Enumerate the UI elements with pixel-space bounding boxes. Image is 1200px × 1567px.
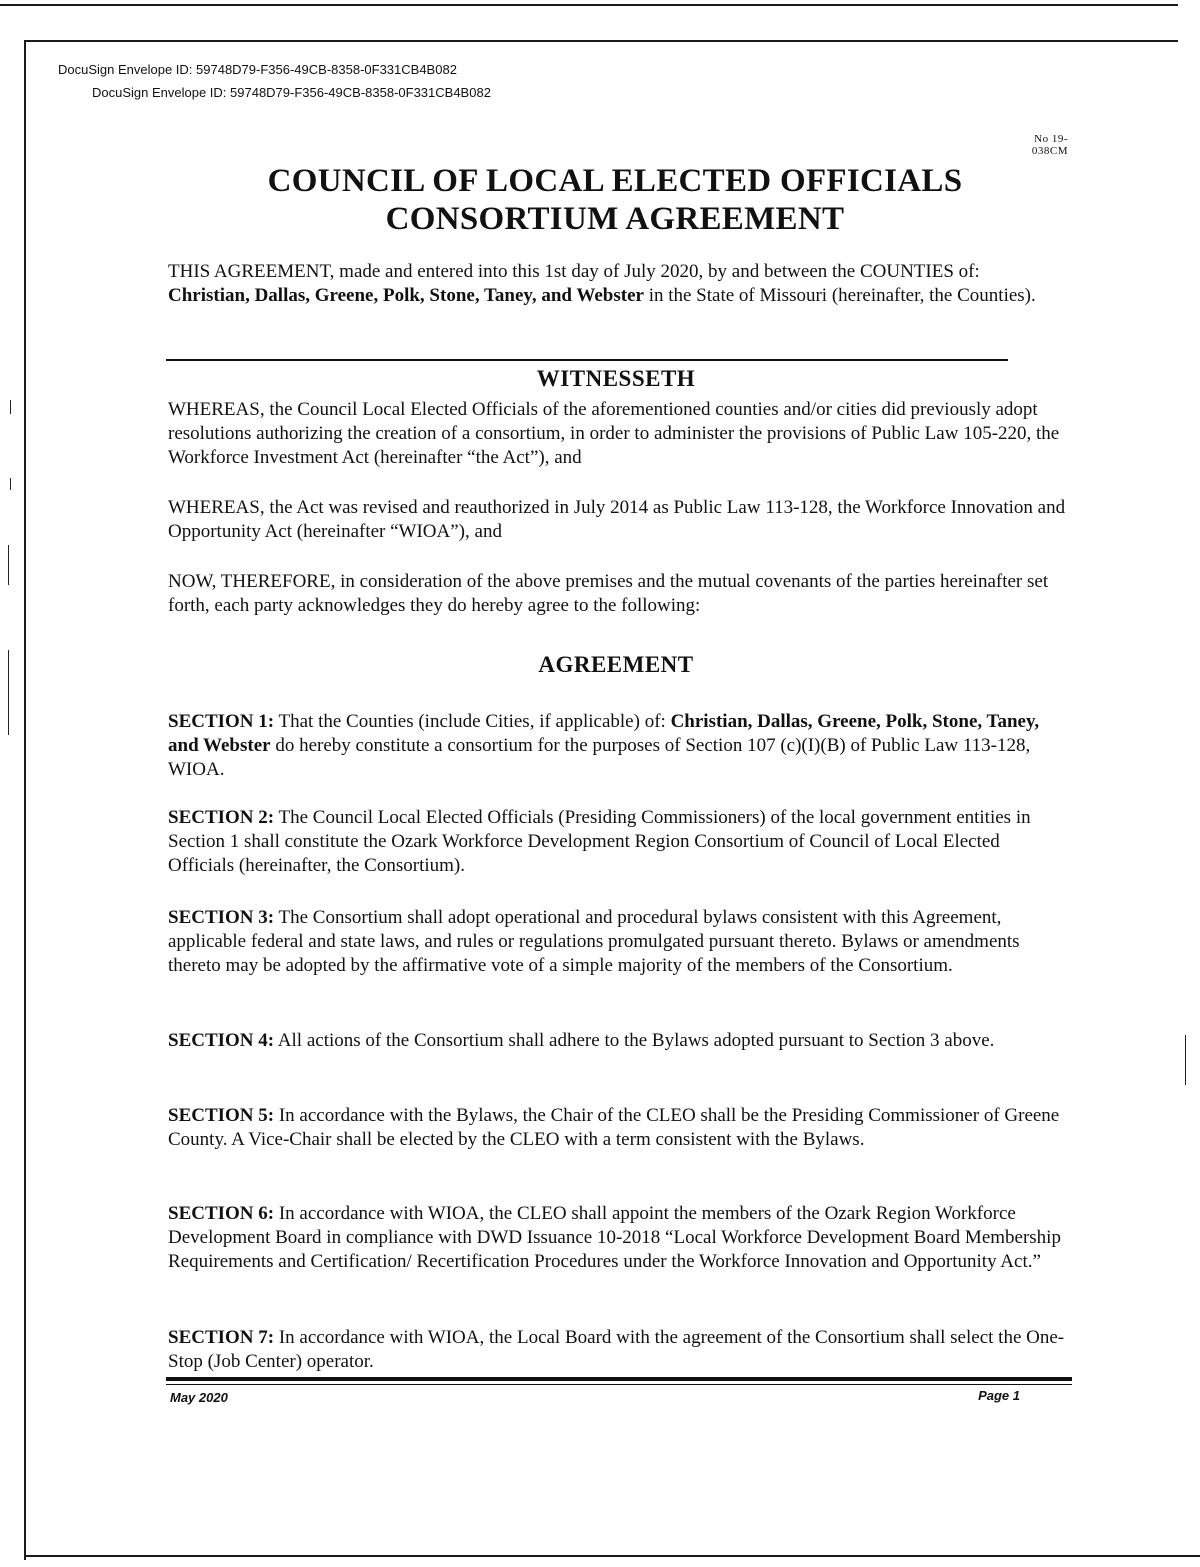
intro-paragraph [168, 260, 1048, 308]
footer-rule [166, 1377, 1072, 1381]
section-label: SECTION 7: [168, 1327, 275, 1348]
scan-frame-top [24, 40, 1178, 42]
agreement-heading: AGREEMENT [538, 652, 694, 677]
now-therefore-paragraph: NOW, THEREFORE, in consideration of the above premises and the mutual covenants of the parties hereinafter set forth, each party acknowledges they do hereby agree to the following: [168, 571, 1049, 616]
section-text: In accordance with the Bylaws, the Chair of the CLEO shall be the Presiding Commissioner of Greene County. A Vice-Chair shall be elected by the CLEO with a term consistent with the Bylaws. [168, 1105, 1060, 1150]
section-label: SECTION 5: [168, 1105, 275, 1126]
section-4 [168, 1029, 1068, 1053]
section-label: SECTION 1: [168, 711, 275, 732]
scan-mark [8, 545, 9, 585]
section-5 [168, 1104, 1068, 1152]
whereas-paragraph-1: WHEREAS, the Council Local Elected Officials of the aforementioned counties and/or cities did previously adopt resolutions authorizing the creation of a consortium, in order to administer the provisions of Public Law 105-220, the Workforce Investment Act (hereinafter “the Act”), and [168, 399, 1060, 468]
scan-mark [1185, 1035, 1186, 1085]
section-text: In accordance with WIOA, the Local Board with the agreement of the Consortium shall select the One-Stop (Job Center) operator. [168, 1327, 1065, 1372]
intro-counties: Christian, Dallas, Greene, Polk, Stone, Taney, and Webster [168, 285, 644, 306]
section-label: SECTION 4: [168, 1030, 275, 1051]
section-text: That the Counties (include Cities, if applicable) of: [274, 711, 671, 732]
section-label: SECTION 3: [168, 907, 275, 928]
footer-date: May 2020 [170, 1390, 228, 1405]
scan-mark [10, 400, 11, 414]
witnesseth-heading: WITNESSETH [536, 366, 696, 391]
section-text: The Council Local Elected Officials (Presiding Commissioners) of the local government entities in Section 1 shall constitute the Ozark Workforce Development Region Consortium of Council of Local Elected Officials (hereinafter, the Consortium). [168, 807, 1031, 876]
section-text: All actions of the Consortium shall adhere to the Bylaws adopted pursuant to Section 3 above. [274, 1030, 995, 1051]
scan-frame-bottom [24, 1555, 1200, 1557]
section-text: do hereby constitute a consortium for the purposes of Section 107 (c)(I)(B) of Public Law 113-128, WIOA. [168, 735, 1031, 780]
section-6 [168, 1202, 1068, 1274]
envelope-id-line: DocuSign Envelope ID: 59748D79-F356-49CB-8358-0F331CB4B082 [92, 85, 491, 100]
envelope-id-line: DocuSign Envelope ID: 59748D79-F356-49CB-8358-0F331CB4B082 [58, 62, 457, 77]
divider-rule [166, 359, 1008, 361]
section-label: SECTION 6: [168, 1203, 275, 1224]
section-3 [168, 906, 1068, 978]
footer-rule [166, 1384, 1072, 1385]
section-text: In accordance with WIOA, the CLEO shall appoint the members of the Ozark Region Workforce Development Board in compliance with DWD Issuance 10-2018 “Local Workforce Development Board Membership Requirements and Certification/ Recertification Procedures under the Workforce Innovation and Opportunity Act.” [168, 1203, 1061, 1272]
scan-frame-left [24, 40, 26, 1560]
section-7 [168, 1326, 1068, 1374]
intro-text: THIS AGREEMENT, made and entered into this 1st day of July 2020, by and between the COUNTIES of: [168, 261, 980, 282]
section-label: SECTION 2: [168, 807, 275, 828]
page-number: Page 1 [978, 1388, 1020, 1403]
section-2 [168, 806, 1068, 878]
scan-mark [8, 650, 9, 735]
document-number: No 19-038CM [1031, 133, 1068, 157]
section-text: The Consortium shall adopt operational and procedural bylaws consistent with this Agreement, applicable federal and state laws, and rules or regulations promulgated pursuant thereto. Bylaws or amendments thereto may be adopted by the affirmative vote of a simple majority of the members of the Consortium. [168, 907, 1020, 976]
page-subtitle: CONSORTIUM AGREEMENT [385, 201, 845, 237]
intro-text-end: in the State of Missouri (hereinafter, the Counties). [643, 285, 1036, 306]
section-counties: Christian, Dallas, Greene, Polk, Stone, Taney, and Webster [168, 711, 1040, 756]
section-1 [168, 710, 1068, 782]
page-title: COUNCIL OF LOCAL ELECTED OFFICIALS [267, 163, 963, 199]
scan-mark [10, 478, 11, 490]
scan-top-edge [0, 4, 1178, 6]
whereas-paragraph-2: WHEREAS, the Act was revised and reauthorized in July 2014 as Public Law 113-128, the Workforce Innovation and Opportunity Act (hereinafter “WIOA”), and [168, 497, 1066, 542]
